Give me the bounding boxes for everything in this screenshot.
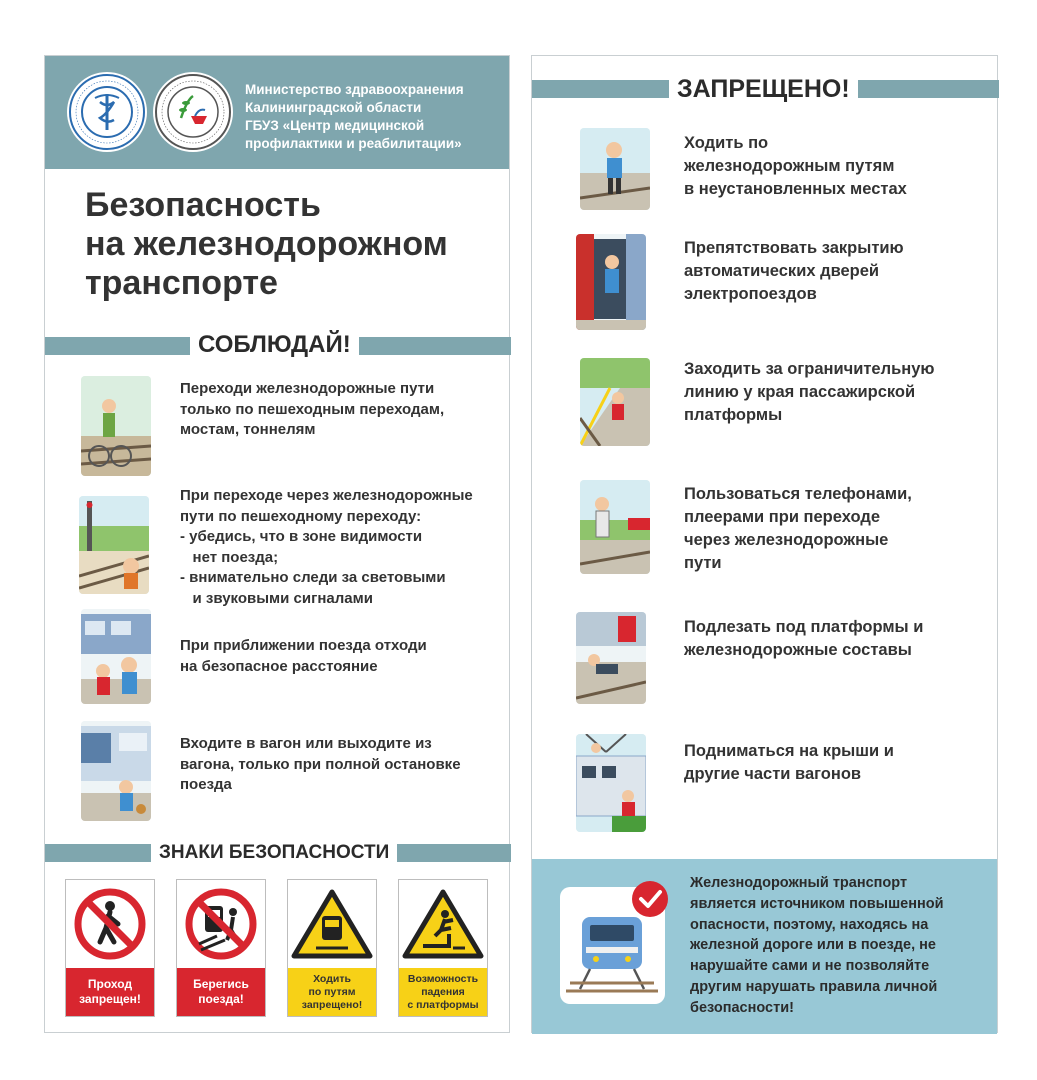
forbidden-item-text bbox=[684, 237, 904, 306]
text-line: Заходить за ограничительную bbox=[684, 360, 935, 378]
caption-line: запрещено! bbox=[301, 998, 363, 1011]
caption-line: запрещен! bbox=[79, 992, 141, 1006]
forbidden-item-text bbox=[684, 132, 907, 201]
text-line: железной дороге или в поезде, не bbox=[690, 937, 936, 954]
forbidden-item-text bbox=[684, 740, 894, 786]
text-line: Препятствовать закрытию bbox=[684, 239, 904, 257]
sign-beware-train bbox=[176, 879, 266, 1017]
text-line: нарушайте сами и не позволяйте bbox=[690, 958, 930, 975]
ministry-logo bbox=[67, 72, 147, 152]
text-line: При приближении поезда отходи bbox=[180, 637, 427, 654]
center-logo bbox=[153, 72, 233, 152]
text-line: является источником повышенной bbox=[690, 895, 944, 912]
sign-no-walking-tracks bbox=[287, 879, 377, 1017]
organization-name bbox=[245, 81, 464, 153]
org-line: Министерство здравоохранения bbox=[245, 82, 464, 97]
train-card bbox=[560, 887, 665, 1004]
text-line: Входите в вагон или выходите из bbox=[180, 735, 432, 752]
no-pedestrian-icon bbox=[66, 884, 154, 964]
caption-line: по путям bbox=[308, 985, 356, 998]
text-line: электропоездов bbox=[684, 285, 817, 303]
text-line: Подниматься на крыши и bbox=[684, 742, 894, 760]
text-line: на безопасное расстояние bbox=[180, 657, 378, 675]
caption-line: с платформы bbox=[407, 998, 479, 1011]
text-line: Пользоваться телефонами, bbox=[684, 485, 912, 503]
text-line: вагона, только при полной остановке bbox=[180, 755, 461, 773]
text-line: пути по пешеходному переходу: bbox=[180, 507, 422, 525]
illustration-climbing-roof bbox=[576, 734, 646, 832]
forbidden-heading: ЗАПРЕЩЕНО! bbox=[669, 73, 858, 105]
caption-line: поезда! bbox=[198, 992, 244, 1006]
text-line: и звуковыми сигналами bbox=[180, 589, 373, 607]
sign-platform-fall bbox=[398, 879, 488, 1017]
warning-tracks-icon bbox=[288, 884, 376, 964]
text-line: линию у края пассажирской bbox=[684, 383, 916, 401]
observe-item-text bbox=[180, 636, 427, 677]
left-panel bbox=[44, 55, 510, 1033]
text-line: в неустановленных местах bbox=[684, 180, 907, 198]
warning-fall-icon bbox=[399, 884, 487, 964]
observe-heading: СОБЛЮДАЙ! bbox=[190, 329, 359, 361]
text-line: железнодорожные составы bbox=[684, 641, 912, 659]
signs-heading: ЗНАКИ БЕЗОПАСНОСТИ bbox=[151, 840, 397, 866]
text-line: поезда bbox=[180, 776, 232, 793]
text-line: плеерами при переходе bbox=[684, 508, 881, 526]
text-line: Подлезать под платформы и bbox=[684, 618, 924, 636]
illustration-platform-edge bbox=[580, 358, 650, 446]
illustration-pedestrian-crossing bbox=[81, 376, 151, 476]
text-line: Железнодорожный транспорт bbox=[690, 875, 908, 891]
illustration-safe-distance bbox=[81, 609, 151, 704]
safety-info-box bbox=[532, 859, 997, 1034]
text-line: автоматических дверей bbox=[684, 262, 880, 280]
text-line: только по пешеходным переходам, bbox=[180, 400, 445, 418]
forbidden-item-text bbox=[684, 483, 912, 575]
sign-caption bbox=[177, 968, 265, 1016]
org-line: профилактики и реабилитации» bbox=[245, 136, 462, 151]
caption-line: Возможность bbox=[407, 972, 479, 985]
text-line: пути bbox=[684, 554, 722, 572]
illustration-crawling-under bbox=[576, 612, 646, 704]
sign-caption bbox=[288, 968, 376, 1016]
text-line: При переходе через железнодорожные bbox=[180, 487, 473, 504]
page-title bbox=[85, 186, 448, 303]
illustration-boarding bbox=[81, 721, 151, 821]
sign-caption bbox=[399, 968, 487, 1016]
illustration-blocking-doors bbox=[576, 234, 646, 330]
text-line: платформы bbox=[684, 406, 783, 424]
text-line: - убедись, что в зоне видимости bbox=[180, 528, 423, 545]
forbidden-item-text bbox=[684, 616, 923, 662]
observe-item-text bbox=[180, 379, 444, 441]
caption-line: Берегись bbox=[193, 977, 249, 991]
right-panel bbox=[531, 55, 998, 1033]
checkmark-icon bbox=[630, 879, 670, 919]
caption-line: Ходить bbox=[313, 972, 351, 985]
illustration-phone-crossing bbox=[580, 480, 650, 574]
forbidden-item-text bbox=[684, 358, 934, 427]
title-line: транспорте bbox=[85, 264, 278, 302]
text-line: мостам, тоннелям bbox=[180, 421, 316, 438]
text-line: другим нарушать правила личной bbox=[690, 978, 938, 995]
text-line: опасности, поэтому, находясь на bbox=[690, 916, 929, 933]
illustration-walking-tracks bbox=[580, 128, 650, 210]
sign-caption bbox=[66, 968, 154, 1016]
illustration-crossing-signals bbox=[79, 496, 149, 594]
text-line: Переходи железнодорожные пути bbox=[180, 380, 435, 397]
text-line: железнодорожным путям bbox=[684, 157, 895, 175]
sign-no-passage bbox=[65, 879, 155, 1017]
org-line: ГБУЗ «Центр медицинской bbox=[245, 118, 425, 133]
title-line: на железнодорожном bbox=[85, 225, 448, 263]
text-line: безопасности! bbox=[690, 999, 794, 1016]
beware-train-icon bbox=[177, 884, 265, 964]
text-line: другие части вагонов bbox=[684, 765, 862, 783]
text-line: нет поезда; bbox=[180, 548, 279, 566]
title-line: Безопасность bbox=[85, 186, 321, 224]
observe-item-text bbox=[180, 734, 461, 796]
caption-line: падения bbox=[421, 985, 465, 998]
header-banner bbox=[45, 56, 509, 169]
safety-info-text bbox=[690, 873, 944, 1019]
text-line: Ходить по bbox=[684, 134, 769, 152]
observe-item-text bbox=[180, 486, 473, 609]
org-line: Калининградской области bbox=[245, 100, 422, 115]
text-line: - внимательно следи за световыми bbox=[180, 569, 446, 586]
text-line: через железнодорожные bbox=[684, 531, 889, 549]
caption-line: Проход bbox=[87, 977, 133, 991]
